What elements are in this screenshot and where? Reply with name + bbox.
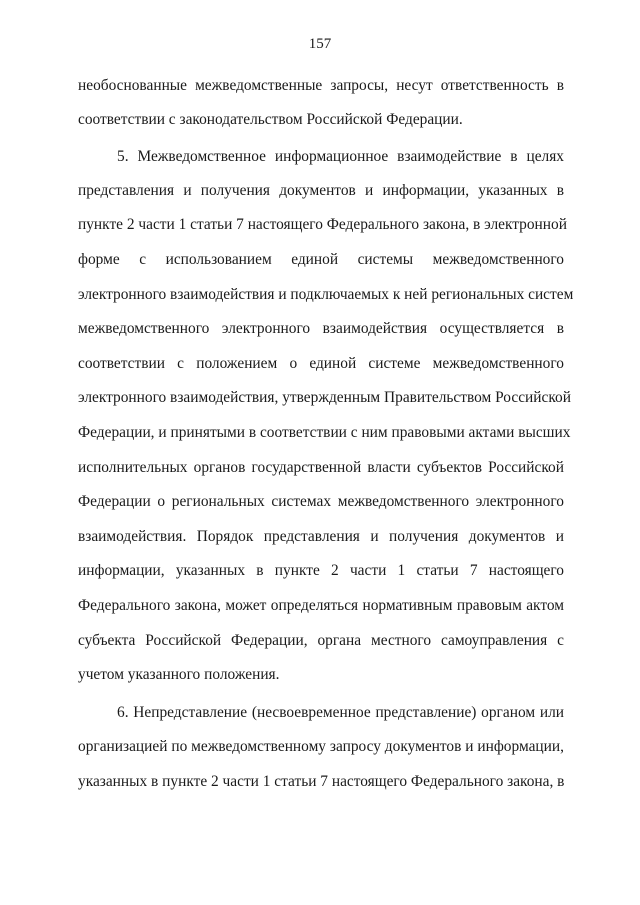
text-line: Федерации, и принятыми в соответствии с ним правовыми актами высших	[78, 424, 571, 441]
text-line: организацией по межведомственному запросу документов и информации,	[78, 738, 564, 755]
text-line: взаимодействия. Порядок представления и получения документов и	[78, 528, 564, 545]
text-line: субъекта Российской Федерации, органа местного самоуправления с	[78, 632, 564, 649]
text-line: исполнительных органов государственной власти субъектов Российской	[78, 459, 564, 476]
text-line: соответствии с положением о единой системе межведомственного	[78, 355, 564, 372]
text-line: соответствии с законодательством Российской Федерации.	[78, 111, 463, 128]
text-line: информации, указанных в пункте 2 части 1 статьи 7 настоящего	[78, 562, 564, 579]
text-line: электронного взаимодействия, утвержденным Правительством Российской	[78, 389, 571, 406]
text-line: 6. Непредставление (несвоевременное представление) органом или	[117, 704, 564, 721]
text-line: необоснованные межведомственные запросы, несут ответственность в	[78, 77, 564, 94]
page-number: 157	[308, 36, 332, 52]
text-line: межведомственного электронного взаимодействия осуществляется в	[78, 320, 564, 337]
text-line: Федерального закона, может определяться нормативным правовым актом	[78, 597, 564, 614]
text-line: представления и получения документов и информации, указанных в	[78, 182, 564, 199]
text-line: электронного взаимодействия и подключаемых к ней региональных систем	[78, 286, 574, 303]
text-line: Федерации о региональных системах межведомственного электронного	[78, 493, 564, 510]
text-line: 5. Межведомственное информационное взаимодействие в целях	[117, 148, 564, 165]
text-line: форме с использованием единой системы межведомственного	[78, 251, 564, 268]
text-line: указанных в пункте 2 части 1 статьи 7 настоящего Федерального закона, в	[78, 773, 565, 790]
text-line: учетом указанного положения.	[78, 666, 280, 683]
text-line: пункте 2 части 1 статьи 7 настоящего Федерального закона, в электронной	[78, 216, 567, 233]
